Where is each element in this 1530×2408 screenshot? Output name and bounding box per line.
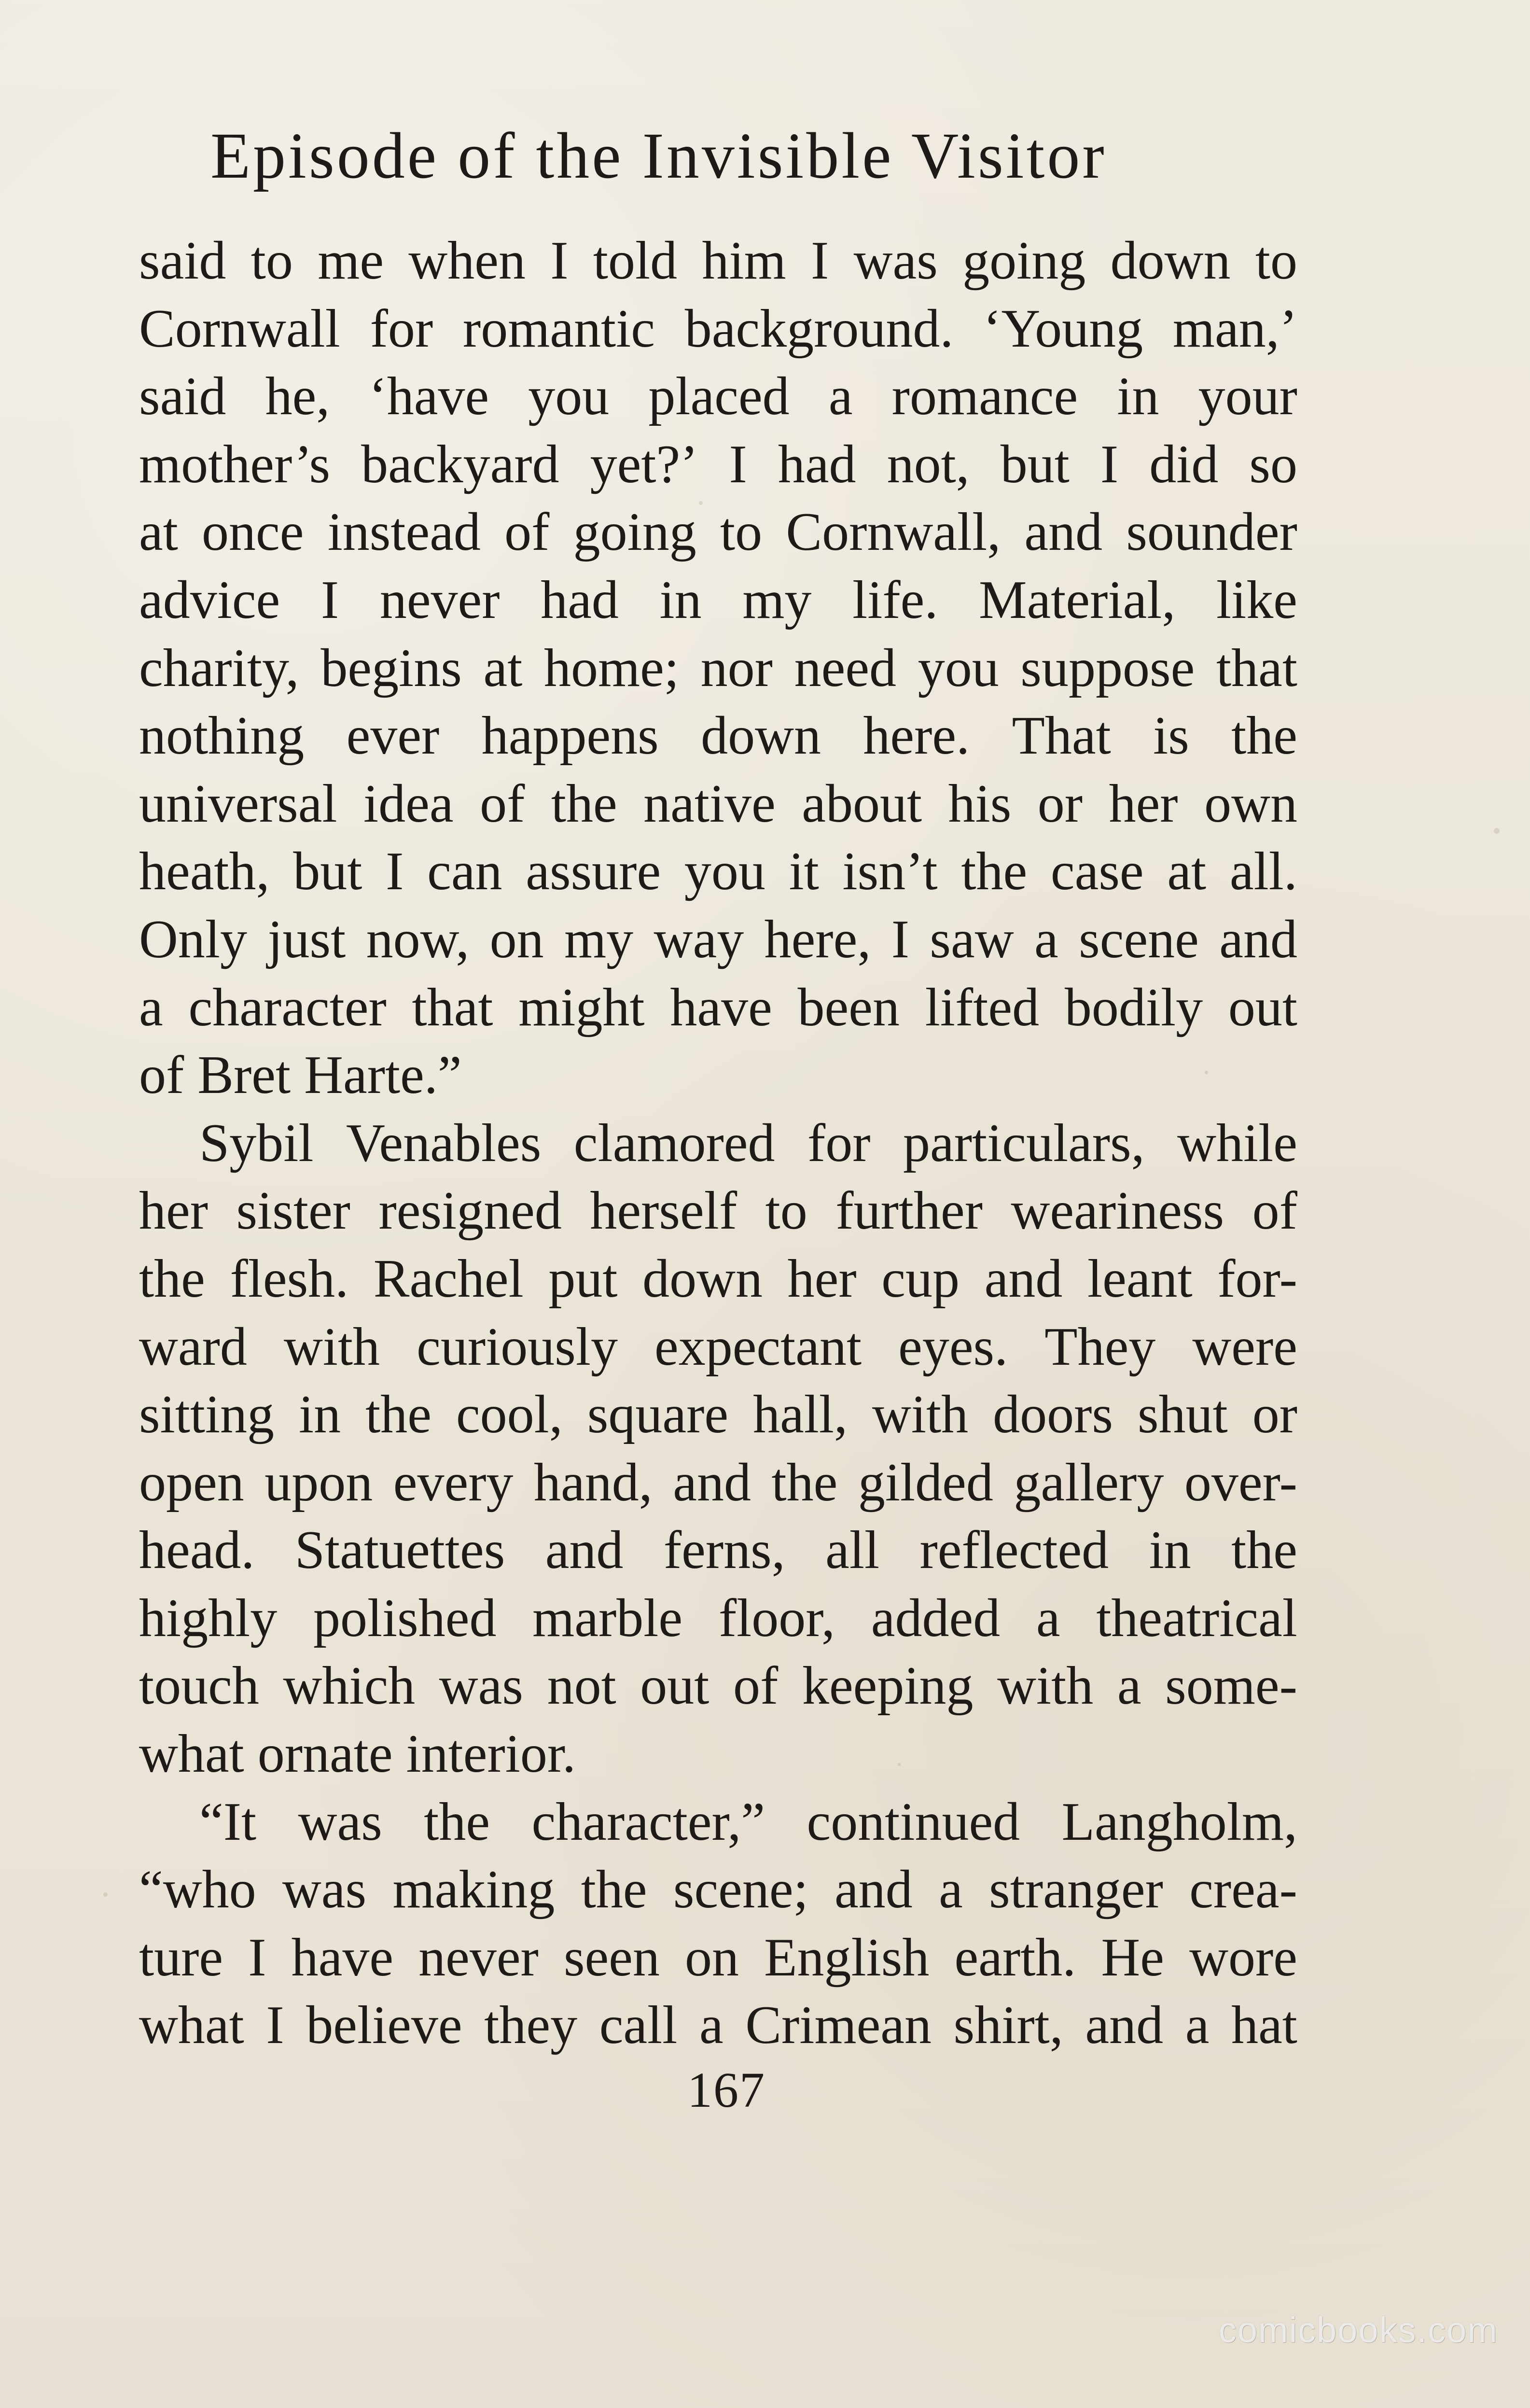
line-word: Langholm, [1061, 1792, 1297, 1852]
line-word: he, [265, 366, 330, 427]
line-word: floor, [718, 1588, 835, 1648]
line-word: of [1252, 1181, 1297, 1241]
line-word: ferns, [663, 1520, 785, 1581]
running-header: Episode of the Invisible Visitor [210, 120, 1107, 192]
line-word: universal [139, 773, 337, 834]
line-word: down [1110, 231, 1231, 291]
line-word: of [480, 773, 525, 834]
line-word: with [872, 1385, 969, 1445]
line-word: yet?’ [590, 434, 698, 494]
line-word: and [1219, 909, 1297, 969]
line-word: clamored [573, 1113, 775, 1173]
line-word: so [1249, 434, 1297, 494]
body-line-3 [139, 363, 1297, 431]
line-word: you [684, 841, 765, 902]
line-word: a [139, 977, 163, 1037]
line-word: suppose [1020, 638, 1195, 698]
line-word: never [379, 570, 500, 630]
line-word: ever [346, 706, 440, 766]
line-word: your [1198, 366, 1297, 427]
line-word: leant [1087, 1248, 1193, 1309]
line-word: at [139, 502, 178, 562]
body-line-16 [139, 1245, 1297, 1313]
line-word: nothing [139, 706, 305, 766]
line-word: case [1050, 841, 1144, 902]
line-word: while [1177, 1113, 1297, 1173]
line-word: weariness [1011, 1181, 1224, 1241]
line-word: polished [313, 1588, 497, 1648]
line-word: call [599, 1995, 678, 2056]
line-word: need [794, 638, 897, 698]
line-word: making [392, 1860, 555, 1920]
line-word: every [393, 1452, 514, 1512]
line-word: and [1024, 502, 1103, 562]
line-word: a [828, 366, 853, 427]
line-word: did [1149, 434, 1219, 494]
body-line-1 [139, 227, 1297, 295]
line-word: is [1153, 706, 1189, 766]
body-line-15 [139, 1177, 1297, 1245]
body-line-2 [139, 295, 1297, 363]
line-word: not [547, 1656, 616, 1716]
line-word: here. [863, 706, 970, 766]
line-word: on [685, 1927, 739, 1988]
line-word: cup [881, 1248, 960, 1309]
line-word: Only [139, 909, 247, 969]
body-line-10 [139, 838, 1297, 906]
line-word: instead [327, 502, 481, 562]
body-line-19 [139, 1449, 1297, 1517]
line-word: the [771, 1452, 838, 1512]
line-word: have [291, 1927, 394, 1988]
line-word: that [412, 977, 493, 1037]
line-word: resigned [378, 1181, 562, 1241]
line-word: you [918, 638, 999, 698]
body-line-5 [139, 498, 1297, 566]
body-line-17 [139, 1313, 1297, 1381]
line-word: once [202, 502, 304, 562]
line-word: stranger [989, 1860, 1163, 1920]
line-word: ture [139, 1927, 223, 1988]
line-word: was [439, 1656, 523, 1716]
line-word: out [1228, 977, 1297, 1037]
line-word: but [293, 841, 362, 902]
line-word: heath, [139, 841, 270, 902]
line-word: sounder [1126, 502, 1297, 562]
line-word: never [418, 1927, 539, 1988]
body-line-8 [139, 702, 1297, 770]
line-word: what [139, 1995, 244, 2056]
line-word: in [659, 570, 702, 630]
line-word: native [643, 773, 776, 834]
line-word: some- [1165, 1656, 1297, 1716]
line-word: for [370, 298, 433, 359]
line-word: in [1149, 1520, 1191, 1581]
line-word: I [386, 841, 404, 902]
line-word: all. [1229, 841, 1297, 902]
line-word: a [1117, 1656, 1141, 1716]
page-number: 167 [687, 2062, 765, 2118]
line-word: I [320, 570, 339, 630]
line-word: added [871, 1588, 1001, 1648]
line-word: me [318, 231, 384, 291]
line-word: reflected [919, 1520, 1109, 1581]
line-word: earth. [954, 1927, 1076, 1988]
line-word: curiously [417, 1316, 618, 1377]
line-word: herself [590, 1181, 737, 1241]
line-word: at [483, 638, 523, 698]
line-word: mother’s [139, 434, 331, 494]
line-word: I [1100, 434, 1119, 494]
line-word: that [1216, 638, 1297, 698]
line-word: you [528, 366, 610, 427]
line-word: marble [532, 1588, 683, 1648]
line-word: life. [852, 570, 938, 630]
line-word: eyes. [898, 1316, 1008, 1377]
line-word: Cornwall [139, 298, 340, 359]
line-word: a [1036, 1588, 1060, 1648]
body-line-13: of Bret Harte.” [139, 1045, 462, 1106]
line-word: put [548, 1248, 618, 1309]
line-word: have [670, 977, 772, 1037]
line-word: her [787, 1248, 857, 1309]
line-word: with [283, 1316, 380, 1377]
line-word: when [408, 231, 526, 291]
line-word: the [1231, 1520, 1297, 1581]
line-word: seen [563, 1927, 660, 1988]
line-word: character,” [531, 1792, 765, 1852]
line-word: scene [1079, 909, 1199, 969]
line-word: had [541, 570, 619, 630]
line-word: going [962, 231, 1086, 291]
line-word: continued [807, 1792, 1020, 1852]
line-word: had [778, 434, 856, 494]
line-word: Rachel [373, 1248, 524, 1309]
body-line-22 [139, 1652, 1297, 1720]
line-word: and [545, 1520, 624, 1581]
line-word: crea- [1189, 1860, 1297, 1920]
line-word: I [811, 231, 829, 291]
line-word: can [427, 841, 502, 902]
line-word: not, [887, 434, 970, 494]
paper-speck [103, 1892, 108, 1897]
line-word: the [365, 1385, 431, 1445]
body-line-4 [139, 431, 1297, 499]
line-word: a [1185, 1995, 1210, 2056]
line-word: her [139, 1181, 209, 1241]
line-word: particulars, [903, 1113, 1145, 1173]
line-word: here, [764, 909, 871, 969]
line-word: I [248, 1927, 266, 1988]
line-word: they [484, 1995, 578, 2056]
line-word: gilded [858, 1452, 993, 1512]
line-word: Cornwall, [786, 502, 1001, 562]
line-word: Venables [346, 1113, 542, 1173]
line-word: Statuettes [294, 1520, 505, 1581]
line-word: at [1167, 841, 1207, 902]
line-word: wore [1189, 1927, 1297, 1988]
body-line-12 [139, 974, 1297, 1042]
line-word: over- [1184, 1452, 1297, 1512]
body-line-9 [139, 770, 1297, 838]
line-word: backyard [361, 434, 559, 494]
page-body [139, 227, 1297, 2059]
line-word: it [789, 841, 819, 902]
line-word: background. [684, 298, 954, 359]
line-word: for- [1217, 1248, 1297, 1309]
line-word: with [997, 1656, 1094, 1716]
line-word: shirt, [953, 1995, 1063, 2056]
line-word: ward [139, 1316, 247, 1377]
line-word: sister [236, 1181, 350, 1241]
line-word: the [1231, 706, 1297, 766]
line-word: told [593, 231, 678, 291]
line-word: expectant [654, 1316, 862, 1377]
line-word: isn’t [842, 841, 938, 902]
line-word: ‘Young [983, 298, 1143, 359]
line-word: romantic [462, 298, 655, 359]
line-word: nor [700, 638, 773, 698]
line-word: said [139, 231, 226, 291]
line-word: was [853, 231, 938, 291]
body-line-20 [139, 1516, 1297, 1584]
line-word: the [961, 841, 1028, 902]
body-line-26 [139, 1924, 1297, 1992]
line-word: but [1000, 434, 1070, 494]
line-word: or [1252, 1385, 1297, 1445]
body-line-25 [139, 1856, 1297, 1924]
line-word: saw [930, 909, 1014, 969]
line-word: him [702, 231, 786, 291]
line-word: were [1192, 1316, 1297, 1377]
watermark-logo: comicbooks.com [1218, 2310, 1498, 2350]
line-word: own [1204, 773, 1297, 834]
line-word: all [825, 1520, 880, 1581]
line-word: believe [306, 1995, 462, 2056]
line-word: happens [481, 706, 659, 766]
line-word: and [835, 1860, 913, 1920]
line-word: was [298, 1792, 382, 1852]
line-word: “who [139, 1860, 256, 1920]
line-word: to [250, 231, 293, 291]
line-word: advice [139, 570, 280, 630]
body-line-21 [139, 1584, 1297, 1652]
line-word: doors [993, 1385, 1113, 1445]
line-word: lifted [925, 977, 1040, 1037]
line-word: assure [526, 841, 661, 902]
line-word: I [266, 1995, 284, 2056]
line-word: sitting [139, 1385, 275, 1445]
line-word: his [948, 773, 1012, 834]
line-word: on [489, 909, 544, 969]
line-word: English [764, 1927, 930, 1988]
line-word: They [1044, 1316, 1156, 1377]
line-word: hand, [534, 1452, 653, 1512]
line-word: my [742, 570, 812, 630]
line-word: character [188, 977, 387, 1037]
line-word: placed [648, 366, 790, 427]
body-line-18 [139, 1381, 1297, 1449]
line-word: the [139, 1248, 205, 1309]
body-line-6 [139, 566, 1297, 634]
line-word: a [1034, 909, 1058, 969]
line-word: out [640, 1656, 709, 1716]
line-word: charity, [139, 638, 299, 698]
line-word: further [835, 1181, 983, 1241]
line-word: to [720, 502, 763, 562]
line-word: square [587, 1385, 729, 1445]
line-word: the [581, 1860, 647, 1920]
line-word: which [283, 1656, 416, 1716]
line-word: like [1216, 570, 1297, 630]
body-line-24 [139, 1788, 1297, 1856]
body-line-7 [139, 634, 1297, 702]
body-line-14 [139, 1109, 1297, 1177]
line-word: was [282, 1860, 367, 1920]
line-word: head. [139, 1520, 255, 1581]
line-word: a [939, 1860, 963, 1920]
line-word: just [267, 909, 346, 969]
line-word: my [564, 909, 634, 969]
line-word: man,’ [1172, 298, 1297, 359]
line-word: said [139, 366, 226, 427]
line-word: I [729, 434, 747, 494]
line-word: upon [264, 1452, 373, 1512]
line-word: in [299, 1385, 341, 1445]
line-word: That [1012, 706, 1111, 766]
line-word: I [891, 909, 910, 969]
paper-speck [1494, 828, 1500, 834]
line-word: now, [366, 909, 470, 969]
body-line-27 [139, 1991, 1297, 2059]
line-word: touch [139, 1656, 259, 1716]
line-word: begins [320, 638, 462, 698]
line-word: bodily [1064, 977, 1203, 1037]
line-word: in [1117, 366, 1159, 427]
line-word: the [551, 773, 617, 834]
line-word: a [699, 1995, 723, 2056]
line-word: to [765, 1181, 807, 1241]
line-word: or [1037, 773, 1083, 834]
line-word: of [733, 1656, 779, 1716]
line-word: her [1109, 773, 1178, 834]
line-word: theatrical [1096, 1588, 1297, 1648]
line-word: and [1085, 1995, 1164, 2056]
line-word: shut [1138, 1385, 1228, 1445]
line-word: of [504, 502, 550, 562]
line-word: down [642, 1248, 763, 1309]
line-word: He [1101, 1927, 1164, 1988]
line-word: for [807, 1113, 871, 1173]
line-word: open [139, 1452, 244, 1512]
line-word: might [518, 977, 645, 1037]
line-word: and [984, 1248, 1063, 1309]
line-word: Sybil [199, 1113, 314, 1173]
line-word: hat [1231, 1995, 1297, 2056]
line-word: way [654, 909, 744, 969]
body-line-23: what ornate interior. [139, 1724, 576, 1784]
line-word: scene; [673, 1860, 808, 1920]
line-word: gallery [1014, 1452, 1164, 1512]
line-word: and [673, 1452, 751, 1512]
line-word: been [797, 977, 900, 1037]
line-word: romance [891, 366, 1078, 427]
line-word: down [701, 706, 821, 766]
line-word: going [573, 502, 696, 562]
line-word: idea [363, 773, 454, 834]
line-word: flesh. [230, 1248, 349, 1309]
line-word: keeping [802, 1656, 974, 1716]
line-word: to [1255, 231, 1297, 291]
line-word: Material, [978, 570, 1176, 630]
line-word: I [550, 231, 569, 291]
line-word: Crimean [745, 1995, 932, 2056]
line-word: home; [544, 638, 679, 698]
line-word: hall, [753, 1385, 848, 1445]
line-word: about [802, 773, 922, 834]
line-word: highly [139, 1588, 278, 1648]
line-word: ‘have [369, 366, 489, 427]
line-word: cool, [456, 1385, 563, 1445]
body-line-11 [139, 906, 1297, 974]
line-word: the [424, 1792, 490, 1852]
line-word: “It [199, 1792, 257, 1852]
